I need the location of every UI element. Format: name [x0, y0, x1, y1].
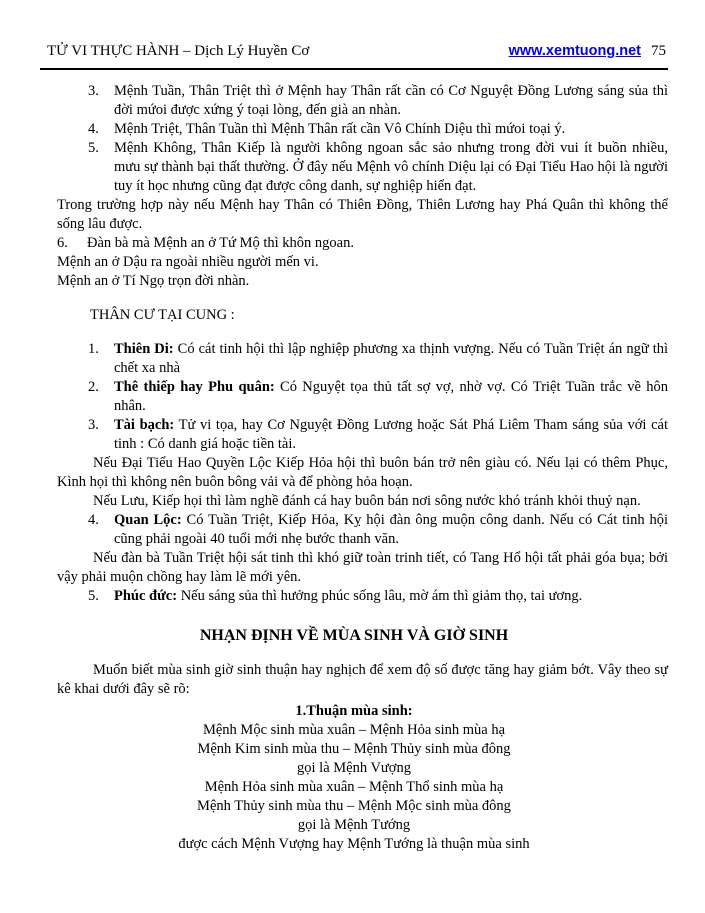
list-item-lead: Thê thiếp hay Phu quân: — [114, 379, 275, 395]
list-item-body: Có Nguyệt tọa thủ tất sợ vợ, nhờ vợ. Có Triệt Tuần trắc về hôn nhân. — [114, 379, 669, 414]
centered-line: được cách Mệnh Vượng hay Mệnh Tướng là thuận mùa sinh — [178, 836, 530, 852]
centered-line: Mệnh Hỏa sinh mùa xuân – Mệnh Thổ sinh mùa hạ — [204, 779, 504, 795]
book-title: TỬ VI THỰC HÀNH – Dịch Lý Huyền Cơ — [47, 43, 310, 59]
paragraph: Trong trường hợp này nếu Mệnh hay Thân có Thiên Đồng, Thiên Lương hay Phá Quân thì không thể sống lâu được. — [57, 197, 668, 232]
subsection-heading: 1.Thuận mùa sinh: — [295, 703, 413, 719]
list-item-lead: Quan Lộc: — [114, 512, 182, 528]
list-item — [57, 234, 668, 253]
website-link[interactable]: www.xemtuong.net — [508, 43, 641, 59]
note-paragraph: Nếu đàn bà Tuần Triệt hội sát tinh thì khó giữ toàn trinh tiết, có Tang Hổ hội tất phải góa bụa; bởi vậy phải muộn chồng hay làm lẽ mới yên. — [57, 550, 668, 585]
list-item — [88, 139, 668, 196]
list-item-number: 3. — [88, 417, 99, 433]
list-item-lead: Thiên Di: — [114, 341, 174, 357]
centered-line: Mệnh Mộc sinh mùa xuân – Mệnh Hỏa sinh mùa hạ — [202, 722, 506, 738]
list-item — [88, 82, 668, 120]
list-item-text — [114, 340, 668, 378]
list-item — [88, 416, 668, 454]
section-heading: NHẠN ĐỊNH VỀ MÙA SINH VÀ GIỜ SINH — [199, 627, 509, 644]
list-item-number: 1. — [88, 341, 99, 357]
header-divider — [40, 68, 668, 70]
list-item-text: Mệnh Triệt, Thân Tuần thì Mệnh Thân rất cần Vô Chính Diệu thì mứoi toại ý. — [114, 121, 566, 137]
centered-line: gọi là Mệnh Vượng — [297, 760, 411, 776]
page-body — [40, 82, 668, 854]
list-item-text — [114, 511, 668, 549]
list-item-number: 3. — [88, 83, 99, 99]
list-item-number: 5. — [88, 588, 99, 604]
list-item-lead: Phúc đức: — [114, 588, 178, 604]
paragraph: Mệnh an ở Tí Ngọ trọn đời nhàn. — [57, 273, 250, 289]
list-item-body: Có cát tinh hội thì lập nghiệp phương xa thịnh vượng. Nếu có Tuần Triệt án ngữ thì chết xa nhà — [114, 341, 669, 376]
centered-line: Mệnh Kim sinh mùa thu – Mệnh Thủy sinh mùa đông — [197, 741, 511, 757]
section-title: THÂN CƯ TẠI CUNG : — [90, 307, 235, 323]
note-paragraph: Nếu Lưu, Kiếp họi thì làm nghề đánh cá hay buôn bán nơi sông nước khó tránh khỏi thuỷ nạn. — [93, 493, 641, 509]
list-item-number: 4. — [88, 512, 99, 528]
list-item — [88, 511, 668, 549]
intro-paragraph: Muốn biết mùa sinh giờ sinh thuận hay nghịch để xem độ số được tăng hay giảm bớt. Vây theo sự kê khai dưới đây sẽ rõ: — [57, 662, 668, 697]
list-item-number: 4. — [88, 121, 99, 137]
list-item-lead: Tài bạch: — [114, 417, 175, 433]
note-paragraph: Nếu Đại Tiểu Hao Quyền Lộc Kiếp Hỏa hội thì buôn bán trở nên giàu có. Nếu lại có thêm Phục, Kình họi thì không nên buôn bông vải và để phòng hỏa hoạn. — [57, 455, 668, 490]
list-item-body: Nếu sáng sủa thì hưởng phúc sống lâu, mờ ám thì giảm thọ, tai ương. — [180, 588, 583, 604]
list-item-number: 2. — [88, 379, 99, 395]
paragraph: Mệnh an ở Dậu ra ngoài nhiều người mến vi. — [57, 254, 319, 270]
list-item — [88, 587, 668, 606]
list-item — [88, 120, 668, 139]
page-number: 75 — [651, 43, 666, 59]
centered-line: Mệnh Thủy sinh mùa thu – Mệnh Mộc sinh mùa đông — [197, 798, 511, 814]
list-item-number: 5. — [88, 140, 99, 156]
header-right — [509, 43, 666, 60]
list-item-body: Tử vi tọa, hay Cơ Nguyệt Đồng Lương hoặc Sát Phá Liêm Tham sáng sủa với cát tinh : Có danh giá hoặc tiền tài. — [114, 417, 668, 452]
list-item-text — [114, 587, 668, 606]
centered-line: gọi là Mệnh Tướng — [297, 817, 411, 833]
list-item — [88, 378, 668, 416]
list-item — [88, 340, 668, 378]
list-item-number: 6. — [57, 235, 68, 251]
page-header — [40, 43, 668, 60]
list-item-text — [114, 378, 668, 416]
list-item-body: Có Tuần Triệt, Kiếp Hỏa, Kỵ hội đàn ông muộn công danh. Nếu có Cát tinh hội cũng phải ngoài 40 tuổi mới nhẹ bước thanh văn. — [114, 512, 668, 547]
list-item-text: Mệnh Tuần, Thân Triệt thì ở Mệnh hay Thân rất cần có Cơ Nguyệt Đồng Lương sáng sủa thì đời mứoi được xứng ý toại lòng, đến già an nhàn. — [114, 83, 668, 118]
list-item-text — [114, 416, 668, 454]
list-item-text: Đàn bà mà Mệnh an ở Tứ Mộ thì khôn ngoan. — [87, 235, 354, 251]
list-item-text: Mệnh Không, Thân Kiếp là người không ngoan sắc sảo nhưng trong đời vui ít buồn nhiều, mưu sự thành bại thất thường. Ở đây nếu Mệnh vô chính Diệu lại có Đại Tiểu Hao hội là người tuy ít học nhưng cũng đạt được công danh, sự nghiệp hiển đạt. — [114, 140, 668, 194]
